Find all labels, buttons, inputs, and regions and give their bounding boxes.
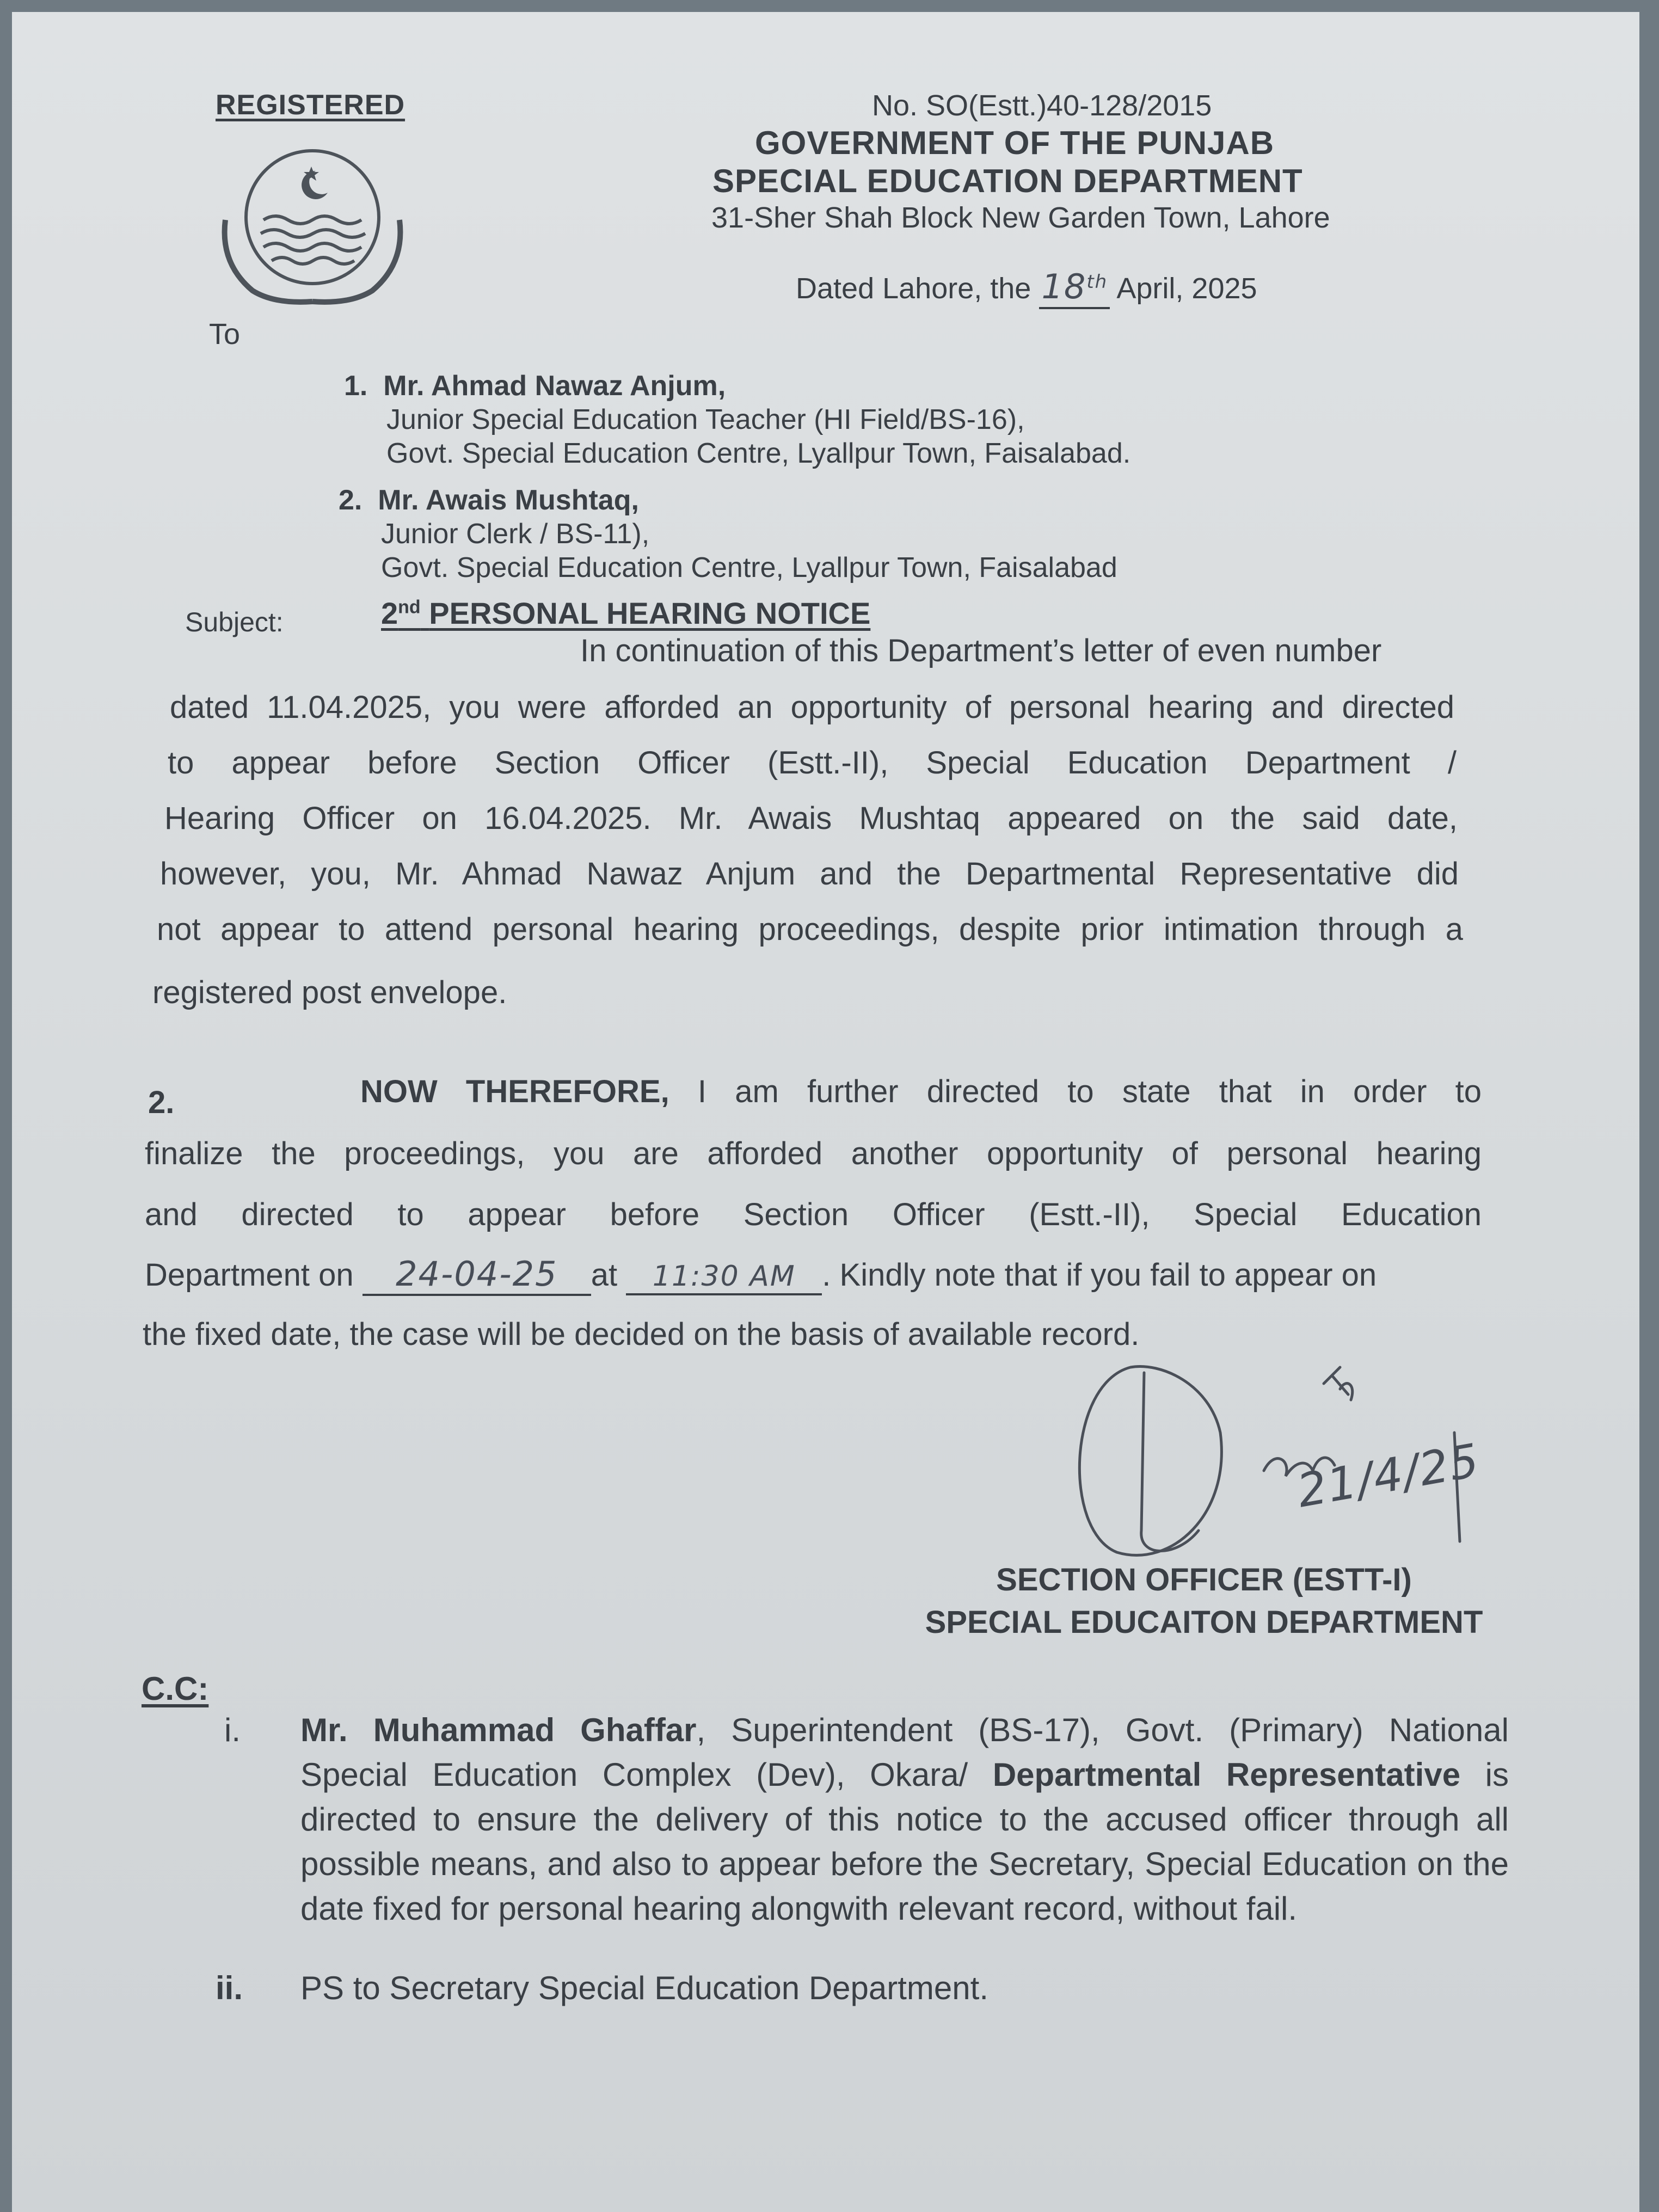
recipient-office: Govt. Special Education Centre, Lyallpur Town, Faisalabad [381,552,1117,583]
para2-line [145,1254,1377,1296]
hearing-date-field [362,1254,591,1296]
recipient-number: 1. [344,370,368,402]
recipient-name: Mr. Ahmad Nawaz Anjum, [383,370,726,402]
to-label: To [209,318,241,351]
para2-line: finalize the proceedings, you are afforded another opportunity of personal hearing [145,1136,1482,1171]
department-address: 31-Sher Shah Block New Garden Town, Lahore [711,201,1330,234]
subject-ordinal: 2 [381,596,398,630]
letter-number: No. SO(Estt.)40-128/2015 [872,89,1212,122]
cc-numeral: ii. [216,1970,243,2006]
signatory-block [894,1559,1514,1644]
signatory-title: SECTION OFFICER (ESTT-I) [996,1562,1412,1597]
para1-line: In continuation of this Department’s letter of even number [580,633,1382,668]
dated-line [796,267,1257,309]
notice-page [12,12,1639,2212]
cc-role: Departmental Representative [992,1756,1461,1793]
para2-number: 2. [148,1085,175,1120]
cc-person: Mr. Muhammad Ghaffar [300,1712,697,1748]
recipient-name: Mr. Awais Mushtaq, [378,484,639,516]
cc-item-1 [300,1708,1509,1931]
para1-line: not appear to attend personal hearing proceedings, despite prior intimation through a [157,912,1463,947]
para2-line4-a: Department on [145,1257,354,1293]
cc-numeral: i. [224,1712,241,1748]
cc-item-2: PS to Secretary Special Education Department. [300,1970,988,2006]
dated-day: 18 [1041,267,1087,306]
para1-line: to appear before Section Officer (Estt.-II), Special Education Department / [168,745,1457,781]
subject-ordinal-sup: nd [398,597,421,618]
subject-title [381,595,870,631]
dated-rest: April, 2025 [1116,272,1257,305]
punjab-emblem-icon [204,138,421,312]
para2-line: and directed to appear before Section Officer (Estt.-II), Special Education [145,1197,1482,1232]
government-title: GOVERNMENT OF THE PUNJAB [755,125,1275,161]
para2-line4-c: . Kindly note that if you fail to appear on [822,1257,1377,1293]
cc-text: , Superintendent (BS-17), Govt. (Primary) National Special Education Complex (Dev), Okara/ [300,1712,1509,1793]
recipient-office: Govt. Special Education Centre, Lyallpur Town, Faisalabad. [386,438,1131,469]
cc-label: C.C: [142,1670,209,1707]
recipient-designation: Junior Clerk / BS-11), [381,518,650,550]
hearing-time-field [626,1257,822,1295]
para2-line1-rest: I am further directed to state that in order to [697,1074,1482,1109]
subject-text: PERSONAL HEARING NOTICE [429,596,871,630]
hearing-time: 11:30 AM [652,1260,796,1293]
signatory-department: SPECIAL EDUCAITON DEPARTMENT [925,1605,1483,1640]
dated-prefix: Dated Lahore, the [796,272,1031,305]
cc-text: is directed to ensure the delivery of this notice to the accused officer through all possible means, and also to appear before the Secretary, Special Education on the date fixed for personal hearing alongwith relevant record, without fail. [300,1756,1509,1927]
recipient-1 [344,369,1130,470]
recipient-2 [339,483,1117,585]
recipient-number: 2. [339,484,362,516]
hearing-date: 24-04-25 [396,1254,558,1294]
para2-line [360,1073,1482,1110]
para2-line: the fixed date, the case will be decided on the basis of available record. [143,1317,1140,1352]
para2-line4-b: at [591,1257,618,1293]
para1-line: registered post envelope. [152,975,507,1010]
signature-date: 21/4/25 [1293,1433,1484,1518]
recipient-designation: Junior Special Education Teacher (HI Field/BS-16), [386,404,1025,435]
registered-label: REGISTERED [216,89,405,121]
para2-lead: NOW THEREFORE, [360,1074,669,1109]
dated-suffix: th [1086,271,1108,293]
para1-line: however, you, Mr. Ahmad Nawaz Anjum and the Departmental Representative did [160,856,1459,892]
para1-line: dated 11.04.2025, you were afforded an opportunity of personal hearing and directed [170,690,1454,725]
para1-line: Hearing Officer on 16.04.2025. Mr. Awais Mushtaq appeared on the said date, [164,801,1458,836]
dated-day-field [1039,267,1110,309]
department-title: SPECIAL EDUCATION DEPARTMENT [712,163,1303,199]
subject-label: Subject: [185,607,284,637]
